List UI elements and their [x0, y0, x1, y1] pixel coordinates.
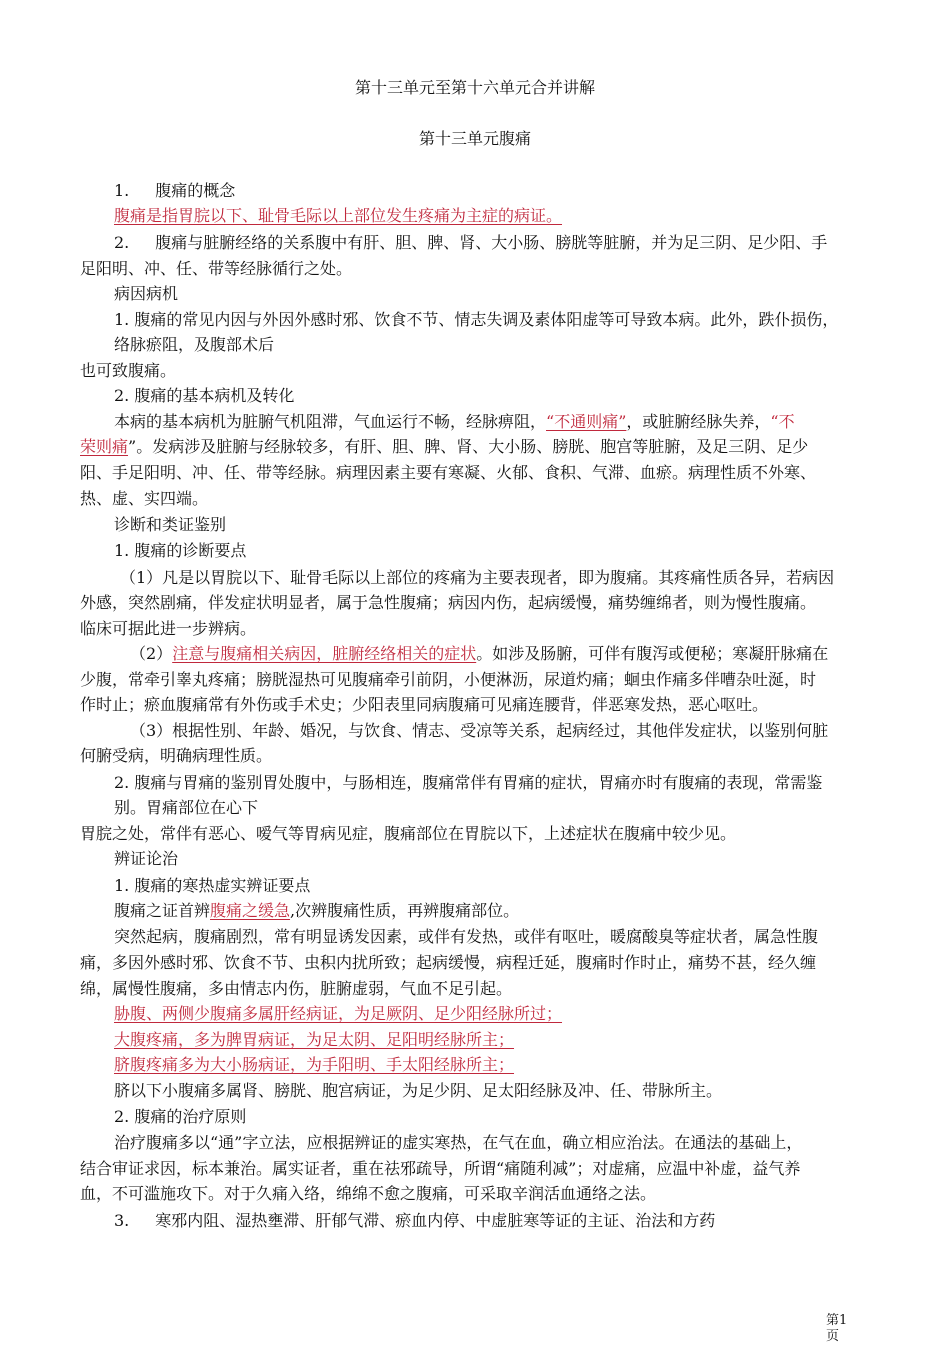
list-number: 2. — [114, 233, 130, 252]
paragraph-line: 结合审证求因，标本兼治。属实证者，重在祛邪疏导，所谓“痛随利减”；对虚痛，应温中补虚，益气养 — [80, 1159, 801, 1178]
list-number: 1. — [114, 181, 130, 200]
paragraph-line — [114, 900, 519, 922]
highlighted-term: 注意与腹痛相关病因，脏腑经络相关的症状 — [172, 644, 477, 663]
paragraph-line: 临床可据此进一步辨病。 — [80, 619, 257, 638]
subheading: 2. 腹痛的基本病机及转化 — [114, 386, 295, 405]
highlighted-term: 腹痛之缓急 — [210, 901, 291, 920]
subheading: 1. 腹痛的寒热虚实辨证要点 — [114, 876, 311, 895]
paragraph-line: 络脉瘀阻，及腹部术后 — [114, 335, 275, 354]
paragraph-line: 也可致腹痛。 — [80, 361, 177, 380]
highlighted-line: 胁腹、两侧少腹痛多属肝经病证，为足厥阴、足少阳经脉所过； — [114, 1004, 563, 1023]
paragraph-line — [80, 436, 808, 458]
paragraph-line: 胃脘之处，常伴有恶心、嗳气等胃病见症，腹痛部位在胃脘以下，上述症状在腹痛中较少见。 — [80, 824, 737, 843]
paragraph-text: ，或脏腑经脉失养， — [626, 412, 771, 431]
section-heading: 诊断和类证鉴别 — [114, 515, 227, 534]
paragraph-text: ,次辨腹痛性质，再辨腹痛部位。 — [290, 901, 520, 920]
paragraph-text: 。如涉及肠腑，可伴有腹泻或便秘；寒凝肝脉痛在 — [476, 644, 829, 663]
paragraph-line: 突然起病，腹痛剧烈，常有明显诱发因素，或伴有发热，或伴有呕吐，暖腐酸臭等症状者，属急性腹 — [114, 927, 819, 946]
highlighted-definition: 腹痛是指胃脘以下、耻骨毛际以上部位发生疼痛为主症的病证。 — [114, 206, 563, 225]
paragraph-line — [114, 180, 235, 202]
paragraph-line — [130, 643, 828, 665]
paragraph-line: 脐以下小腹痛多属肾、膀胱、胞宫病证，为足少阴、足太阳经脉及冲、任、带脉所主。 — [114, 1081, 723, 1100]
paragraph-line: 作时止；瘀血腹痛常有外伤或手术史；少阳表里同病腹痛可见痛连腰背，伴恶寒发热，恶心呕吐。 — [80, 695, 769, 714]
paragraph-line: 热、虚、实四端。 — [80, 489, 209, 508]
page-number: 第1页 — [826, 1313, 848, 1344]
paragraph-line: （1）凡是以胃脘以下、耻骨毛际以上部位的疼痛为主要表现者，即为腹痛。其疼痛性质各异，若病因 — [120, 568, 835, 587]
paragraph-line: 血，不可滥施攻下。对于久痛入络，绵绵不愈之腹痛，可采取辛润活血通络之法。 — [80, 1184, 657, 1203]
paragraph-line: 何腑受病，明确病理性质。 — [80, 746, 273, 765]
highlighted-term: 荣则痛 — [80, 437, 129, 456]
list-number: 3. — [114, 1211, 130, 1230]
paragraph-line: 别。胃痛部位在心下 — [114, 798, 259, 817]
paragraph-line: 外感，突然剧痛，伴发症状明显者，属于急性腹痛；病因内伤，起病缓慢，痛势缠绵者，则为慢性腹痛。 — [80, 593, 817, 612]
subheading: 1. 腹痛的诊断要点 — [114, 541, 247, 560]
document-title: 第十三单元至第十六单元合并讲解 — [354, 78, 595, 97]
paragraph-line — [114, 411, 795, 433]
paragraph-line: 少腹，常牵引睾丸疼痛；膀胱湿热可见腹痛牵引前阴，小便淋沥，尿道灼痛；蛔虫作痛多伴嘈杂吐涎，时 — [80, 670, 817, 689]
paragraph-line: 1. 腹痛的常见内因与外因外感时邪、饮食不节、情志失调及素体阳虚等可导致本病。此外，跌仆损伤， — [114, 310, 839, 329]
paragraph-text: ”。发病涉及脏腑与经脉较多，有肝、胆、脾、肾、大小肠、膀胱、胞宫等脏腑，及足三阴、足少 — [128, 437, 809, 456]
paragraph-line: 绵，属慢性腹痛，多由情志内伤，脏腑虚弱，气血不足引起。 — [80, 979, 513, 998]
list-heading: 腹痛的概念 — [155, 181, 236, 200]
paragraph-line: （3）根据性别、年龄、婚况，与饮食、情志、受凉等关系，起病经过，其他伴发症状，以鉴别何脏 — [130, 721, 829, 740]
paragraph-line: 阳、手足阳明、冲、任、带等经脉。病理因素主要有寒凝、火郁、食积、气滞、血瘀。病理性质不外寒、 — [80, 463, 817, 482]
highlighted-term: “不 — [770, 412, 795, 431]
section-heading: 辨证论治 — [114, 849, 179, 868]
paragraph-text: 本病的基本病机为脏腑气机阻滞，气血运行不畅，经脉痹阻， — [114, 412, 547, 431]
paragraph-text: 腹痛之证首辨 — [114, 901, 211, 920]
paragraph-line: 2. 腹痛与胃痛的鉴别胃处腹中，与肠相连，腹痛常伴有胃痛的症状，胃痛亦时有腹痛的表现，常需鉴 — [114, 773, 823, 792]
paragraph-line: 足阳明、冲、任、带等经脉循行之处。 — [80, 259, 353, 278]
highlighted-term: “不通则痛” — [546, 412, 627, 431]
highlighted-line: 脐腹疼痛多为大小肠病证，为手阳明、手太阳经脉所主； — [114, 1055, 515, 1074]
paragraph-line: 治疗腹痛多以“通”字立法，应根据辨证的虚实寒热，在气在血，确立相应治法。在通法的基础上， — [114, 1133, 803, 1152]
highlighted-line: 大腹疼痛，多为脾胃病证，为足太阴、足阳明经脉所主； — [114, 1030, 515, 1049]
paragraph-text: 腹痛与脏腑经络的关系腹中有肝、胆、脾、肾、大小肠、膀胱等脏腑，并为足三阴、足少阳、手 — [155, 233, 828, 252]
section-heading: 第十三单元腹痛 — [418, 129, 531, 148]
paragraph-text: （2） — [130, 644, 173, 663]
paragraph-text: 寒邪内阻、湿热壅滞、肝郁气滞、瘀血内停、中虚脏寒等证的主证、治法和方药 — [155, 1211, 716, 1230]
paragraph-line — [114, 232, 827, 254]
paragraph-line — [114, 1210, 715, 1232]
subheading: 2. 腹痛的治疗原则 — [114, 1107, 247, 1126]
section-heading: 病因病机 — [114, 284, 179, 303]
paragraph-line: 痛，多因外感时邪、饮食不节、虫积内扰所致；起病缓慢，病程迁延，腹痛时作时止，痛势不甚，经久缠 — [80, 953, 817, 972]
